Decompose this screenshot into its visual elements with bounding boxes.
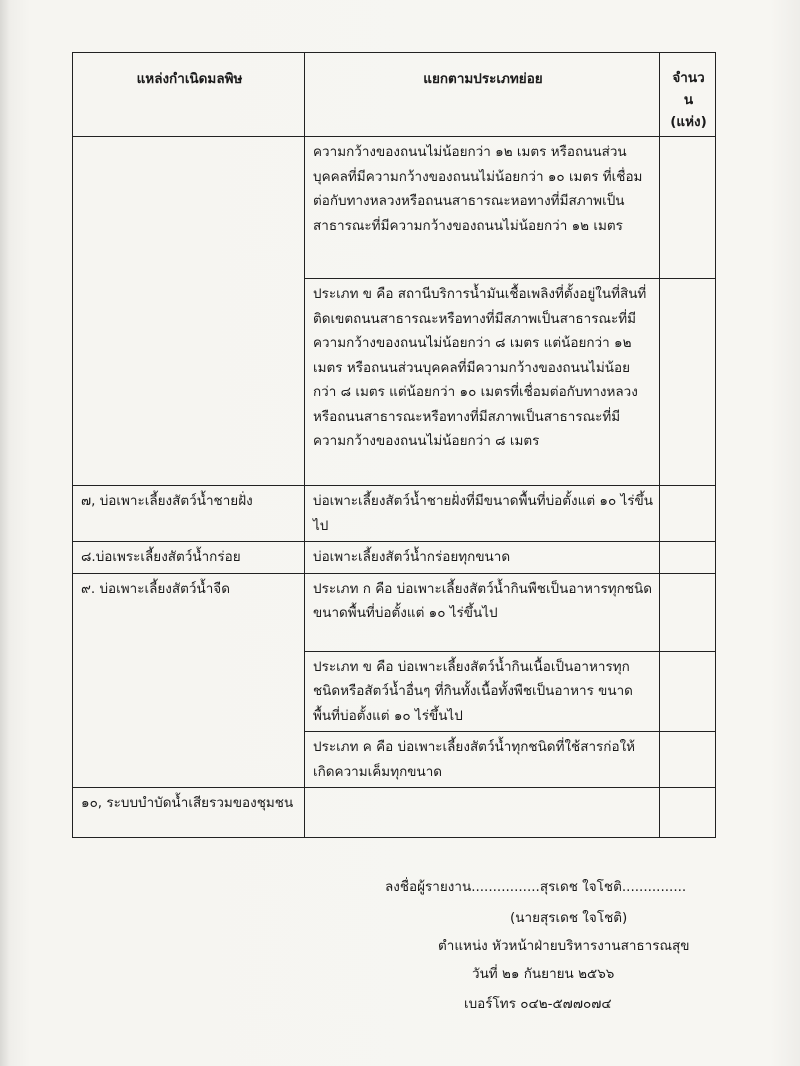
- signer-name: (นายสุรเดช ใจโชติ): [510, 910, 628, 926]
- header-count: จำนวน (แห่ง): [660, 53, 716, 137]
- source-cell: ๗, บ่อเพาะเลี้ยงสัตว์น้ำชายฝั่ง: [73, 486, 305, 542]
- table-row: [73, 486, 716, 542]
- subtype-cell: ประเภท ก คือ บ่อเพาะเลี้ยงสัตว์น้ำกินพืชเป็นอาหารทุกชนิด ขนาดพื้นที่บ่อตั้งแต่ ๑๐ ไร่ขึ้นไป: [305, 573, 660, 651]
- subtype-cell: ประเภท ข คือ สถานีบริการน้ำมันเชื้อเพลิงที่ตั้งอยู่ในที่สินที่ติดเขตถนนสาธารณะหรือทางที่มีสภาพเป็นสาธารณะที่มีความกว้างของถนนไม่น้อยกว่า ๘ เมตร แต่น้อยกว่า ๑๒ เมตร หรือถนนส่วนบุคคลที่มีความกว้างของถนนไม่น้อยกว่า ๘ เมตร แต่น้อยกว่า ๑๐ เมตรที่เชื่อมต่อกับทางหลวงหรือถนนสาธารณะหรือทางที่มีสภาพเป็นสาธารณะที่มีความกว้างของถนนไม่น้อยกว่า ๘ เมตร: [305, 279, 660, 486]
- subtype-cell: ความกว้างของถนนไม่น้อยกว่า ๑๒ เมตร หรือถนนส่วนบุคคลที่มีความกว้างของถนนไม่น้อยกว่า ๑๐ เมตร ที่เชื่อมต่อกับทางหลวงหรือถนนสาธารณะหอทางที่มีสภาพเป็นสาธารณะที่มีความกว้างของถนนไม่น้อยกว่า ๑๒ เมตร: [305, 137, 660, 279]
- subtype-cell: บ่อเพาะเลี้ยงสัตว์น้ำกร่อยทุกขนาด: [305, 542, 660, 574]
- subtype-cell: ประเภท ข คือ บ่อเพาะเลี้ยงสัตว์น้ำกินเนื้อเป็นอาหารทุกชนิดหรือสัตว์น้ำอื่นๆ ที่กินทั้งเนื้อทั้งพืชเป็นอาหาร ขนาดพื้นที่บ่อตั้งแต่ ๑๐ ไร่ขึ้นไป: [305, 651, 660, 732]
- table-row: [73, 788, 716, 838]
- source-cell: ๑๐, ระบบบำบัดน้ำเสียรวมของชุมชน: [73, 788, 305, 838]
- source-cell: [73, 137, 305, 486]
- signature-line: ลงชื่อผู้รายงาน................สุรเดช ใจโชติ...............: [385, 879, 687, 895]
- phone-number: เบอร์โทร ๐๔๒-๕๗๗๐๗๔: [464, 996, 612, 1012]
- subtype-cell: ประเภท ค คือ บ่อเพาะเลี้ยงสัตว์น้ำทุกชนิดที่ใช้สารก่อให้เกิดความเค็มทุกขนาด: [305, 732, 660, 788]
- count-cell: [660, 542, 716, 574]
- pollution-source-table: [72, 52, 716, 838]
- count-cell: [660, 279, 716, 486]
- count-cell: [660, 573, 716, 651]
- table-header-row: [73, 53, 716, 137]
- table-row: [73, 573, 716, 651]
- subtype-cell: บ่อเพาะเลี้ยงสัตว์น้ำชายฝั่งที่มีขนาดพื้นที่บ่อตั้งแต่ ๑๐ ไร่ขึ้นไป: [305, 486, 660, 542]
- source-cell: ๙. บ่อเพาะเลี้ยงสัตว์น้ำจืด: [73, 573, 305, 788]
- count-cell: [660, 788, 716, 838]
- subtype-cell: [305, 788, 660, 838]
- header-subtype: แยกตามประเภทย่อย: [305, 53, 660, 137]
- table-row: [73, 542, 716, 574]
- count-cell: [660, 486, 716, 542]
- count-cell: [660, 732, 716, 788]
- table-row: [73, 137, 716, 279]
- count-cell: [660, 137, 716, 279]
- count-cell: [660, 651, 716, 732]
- report-date: วันที่ ๒๑ กันยายน ๒๕๖๖: [472, 966, 615, 982]
- header-source: แหล่งกำเนิดมลพิษ: [73, 53, 305, 137]
- signer-position: ตำแหน่ง หัวหน้าฝ่ายบริหารงานสาธารณสุข: [438, 938, 690, 954]
- source-cell: ๘.บ่อเพระเลี้ยงสัตว์น้ำกร่อย: [73, 542, 305, 574]
